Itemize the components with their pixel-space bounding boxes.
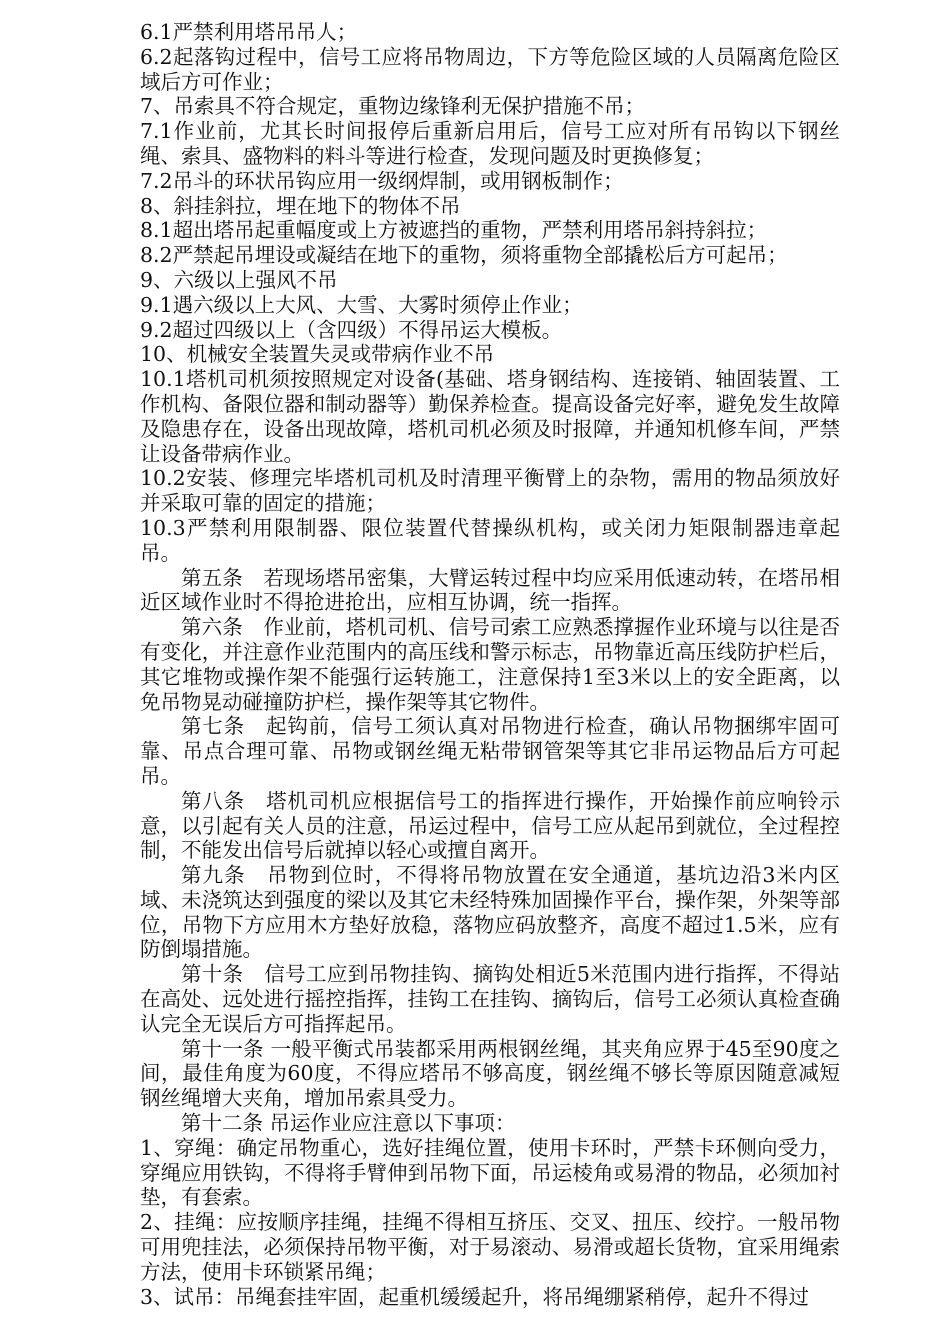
paragraph: 第十条 信号工应到吊物挂钩、摘钩处相近5米范围内进行指挥，不得站在高处、远处进行摇控指挥，挂钩工在挂钩、摘钩后，信号工必须认真检查确认完全无误后方可指挥起吊。 <box>140 962 840 1036</box>
paragraph: 10.3严禁利用限制器、限位装置代替操纵机构，或关闭力矩限制器违章起吊。 <box>140 515 840 565</box>
paragraph: 9.2超过四级以上（含四级）不得吊运大模板。 <box>140 317 563 342</box>
paragraph: 第十一条 一般平衡式吊装都采用两根钢丝绳，其夹角应界于45至90度之间，最佳角度为60度，不得应塔吊不够高度，钢丝绳不够长等原因随意减短钢丝绳增大夹角，增加吊索具受力。 <box>140 1036 840 1111</box>
paragraph: 2、挂绳：应按顺序挂绳，挂绳不得相互挤压、交叉、扭压、绞拧。一般吊物可用兜挂法，必须保持吊物平衡，对于易滚动、易滑或超长货物，宜采用绳索方法，使用卡环锁紧吊绳； <box>140 1210 840 1284</box>
paragraph: 6.1严禁利用塔吊吊人； <box>140 20 358 44</box>
paragraph: 第七条 起钩前，信号工须认真对吊物进行检查，确认吊物捆绑牢固可靠、吊点合理可靠、吊物或钢丝绳无粘带钢管架等其它非吊运物品后方可起吊。 <box>140 714 840 788</box>
paragraph: 第九条 吊物到位时，不得将吊物放置在安全通道，基坑边沿3米内区域、未浇筑达到强度的梁以及其它未经特殊加固操作平台，操作架，外架等部位，吊物下方应用木方垫好放稳，落物应码放整齐，高度不超过1.5米，应有防倒塌措施。 <box>140 863 840 962</box>
paragraph: 9、六级以上强风不吊 <box>140 267 338 292</box>
paragraph: 10.1塔机司机须按照规定对设备(基础、塔身钢结构、连接销、轴固装置、工作机构、备限位器和制动器等）勤保养检查。提高设备完好率，避免发生故障及隐患存在，设备出现故障，塔机司机必须及时报障，并通知机修车间，严禁让设备带病作业。 <box>140 367 840 466</box>
document-body <box>140 20 840 1309</box>
paragraph: 8.1超出塔吊起重幅度或上方被遮挡的重物，严禁利用塔吊斜持斜拉； <box>140 218 768 243</box>
paragraph: 8.2严禁起吊埋设或凝结在地下的重物，须将重物全部撬松后方可起吊； <box>140 243 788 268</box>
paragraph: 8、斜挂斜拉，埋在地下的物体不吊 <box>140 193 461 218</box>
paragraph: 7.1作业前，尤其长时间报停后重新启用后，信号工应对所有吊钩以下钢丝绳、索具、盛物料的料斗等进行检查，发现问题及时更换修复； <box>140 119 840 168</box>
paragraph: 1、穿绳：确定吊物重心，选好挂绳位置，使用卡环时，严禁卡环侧向受力，穿绳应用铁钩，不得将手臂伸到吊物下面，吊运棱角或易滑的物品，必须加衬垫，有套索。 <box>140 1135 840 1210</box>
paragraph: 10.2安装、修理完毕塔机司机及时清理平衡臂上的杂物，需用的物品须放好并采取可靠的固定的措施； <box>140 466 840 516</box>
paragraph: 10、机械安全装置失灵或带病作业不吊 <box>140 342 495 367</box>
paragraph: 6.2起落钩过程中，信号工应将吊物周边，下方等危险区域的人员隔离危险区域后方可作业； <box>140 44 840 94</box>
paragraph: 第八条 塔机司机应根据信号工的指挥进行操作，开始操作前应响铃示意，以引起有关人员的注意，吊运过程中，信号工应从起吊到就位，全过程控制，不能发出信号后就掉以轻心或擅自离开。 <box>140 788 840 863</box>
paragraph: 第五条 若现场塔吊密集，大臂运转过程中均应采用低速动转，在塔吊相近区域作业时不得抢进抢出，应相互协调，统一指挥。 <box>140 565 840 615</box>
paragraph: 7.2吊斗的环状吊钩应用一级纲焊制，或用钢板制作； <box>140 168 624 193</box>
paragraph: 3、试吊：吊绳套挂牢固，起重机缓缓起升，将吊绳绷紧稍停，起升不得过 <box>140 1284 810 1309</box>
paragraph: 第六条 作业前，塔机司机、信号司索工应熟悉撑握作业环境与以往是否有变化，并注意作业范围内的高压线和警示标志，吊物靠近高压线防护栏后，其它堆物或操作架不能强行运转施工，注意保持1至3米以上的安全距离，以免吊物晃动碰撞防护栏，操作架等其它物件。 <box>140 615 840 714</box>
paragraph: 7、吊索具不符合规定，重物边缘锋利无保护措施不吊； <box>140 94 646 119</box>
paragraph: 第十二条 吊运作业应注意以下事项： <box>181 1111 516 1136</box>
paragraph: 9.1遇六级以上大风、大雪、大雾时须停止作业； <box>140 292 583 317</box>
